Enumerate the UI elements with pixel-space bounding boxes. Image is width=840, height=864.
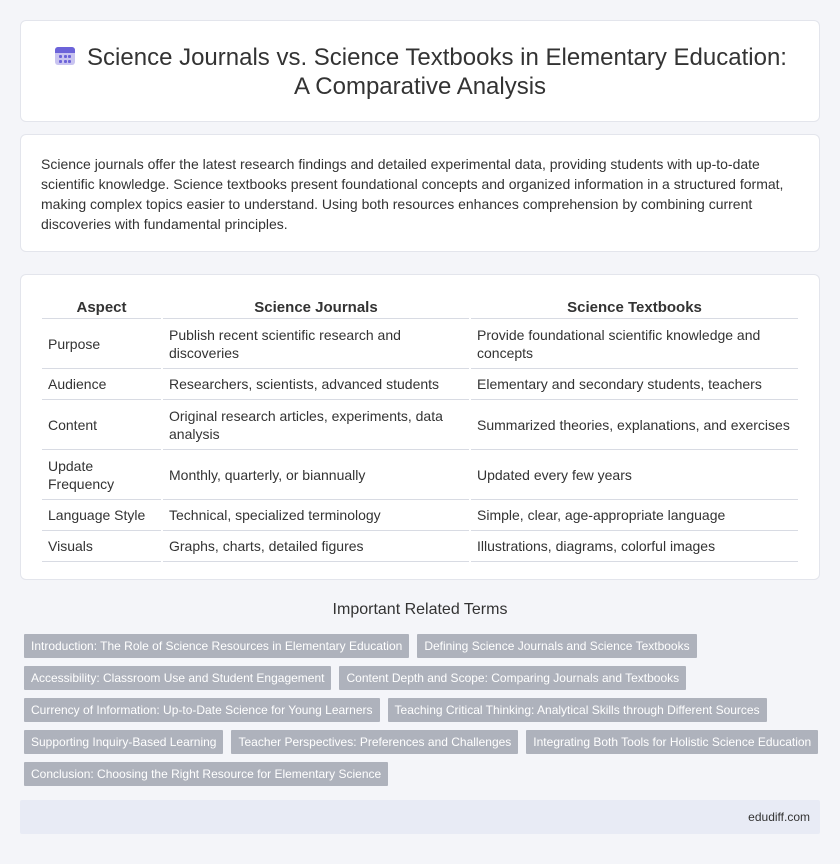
title-line-1: Science Journals vs. Science Textbooks in Elementary Education: — [87, 44, 787, 71]
related-term-tag[interactable]: Teaching Critical Thinking: Analytical Skills through Different Sources — [388, 698, 767, 722]
tag-row — [24, 762, 396, 786]
cell-textbooks: Elementary and secondary students, teachers — [470, 369, 798, 400]
header-card — [20, 20, 820, 122]
page-title — [21, 43, 819, 101]
cell-journals: Researchers, scientists, advanced students — [162, 369, 470, 400]
calendar-icon — [53, 43, 77, 67]
cell-textbooks: Updated every few years — [470, 450, 798, 500]
cell-textbooks: Summarized theories, explanations, and exercises — [470, 400, 798, 450]
cell-aspect: Content — [42, 400, 162, 450]
header-science-journals: Science Journals — [162, 297, 470, 319]
comparison-table — [42, 297, 798, 562]
tag-row — [24, 730, 826, 754]
related-term-tag[interactable]: Currency of Information: Up-to-Date Science for Young Learners — [24, 698, 380, 722]
table-row — [42, 400, 798, 450]
related-term-tag[interactable]: Introduction: The Role of Science Resources in Elementary Education — [24, 634, 409, 658]
related-term-tag[interactable]: Supporting Inquiry-Based Learning — [24, 730, 223, 754]
tag-row — [24, 698, 775, 722]
footer — [20, 800, 820, 834]
comparison-card — [20, 274, 820, 580]
cell-textbooks: Provide foundational scientific knowledge and concepts — [470, 319, 798, 369]
related-term-tag[interactable]: Content Depth and Scope: Comparing Journals and Textbooks — [339, 666, 686, 690]
tag-row — [24, 634, 705, 658]
cell-textbooks: Simple, clear, age-appropriate language — [470, 500, 798, 531]
footer-brand[interactable]: edudiff.com — [748, 810, 810, 824]
cell-journals: Graphs, charts, detailed figures — [162, 531, 470, 562]
related-terms-title: Important Related Terms — [332, 601, 508, 618]
related-term-tag[interactable]: Conclusion: Choosing the Right Resource for Elementary Science — [24, 762, 388, 786]
related-term-tag[interactable]: Defining Science Journals and Science Textbooks — [417, 634, 696, 658]
cell-journals: Technical, specialized terminology — [162, 500, 470, 531]
table-row — [42, 369, 798, 400]
intro-card — [20, 134, 820, 252]
table-row — [42, 319, 798, 369]
related-term-tag[interactable]: Accessibility: Classroom Use and Student Engagement — [24, 666, 331, 690]
cell-textbooks: Illustrations, diagrams, colorful images — [470, 531, 798, 562]
cell-aspect: Visuals — [42, 531, 162, 562]
related-term-tag[interactable]: Integrating Both Tools for Holistic Science Education — [526, 730, 818, 754]
tag-row — [24, 666, 694, 690]
cell-aspect: Update Frequency — [42, 450, 162, 500]
table-row — [42, 450, 798, 500]
table-row — [42, 500, 798, 531]
cell-aspect: Language Style — [42, 500, 162, 531]
related-term-tag[interactable]: Teacher Perspectives: Preferences and Challenges — [231, 730, 518, 754]
table-row — [42, 531, 798, 562]
cell-aspect: Audience — [42, 369, 162, 400]
intro-text: Science journals offer the latest research findings and detailed experimental data, providing students with up-to-date scientific knowledge. Science textbooks present foundational concepts and organized information in a structured format, making complex topics easier to understand. Using both resources enhances comprehension by combining current discoveries with fundamental principles. — [41, 156, 784, 232]
title-line-2: A Comparative Analysis — [293, 73, 547, 100]
cell-journals: Publish recent scientific research and discoveries — [162, 319, 470, 369]
cell-journals: Original research articles, experiments, data analysis — [162, 400, 470, 450]
header-science-textbooks: Science Textbooks — [470, 297, 798, 319]
cell-aspect: Purpose — [42, 319, 162, 369]
table-header-row — [42, 297, 798, 319]
cell-journals: Monthly, quarterly, or biannually — [162, 450, 470, 500]
header-aspect: Aspect — [42, 297, 162, 319]
